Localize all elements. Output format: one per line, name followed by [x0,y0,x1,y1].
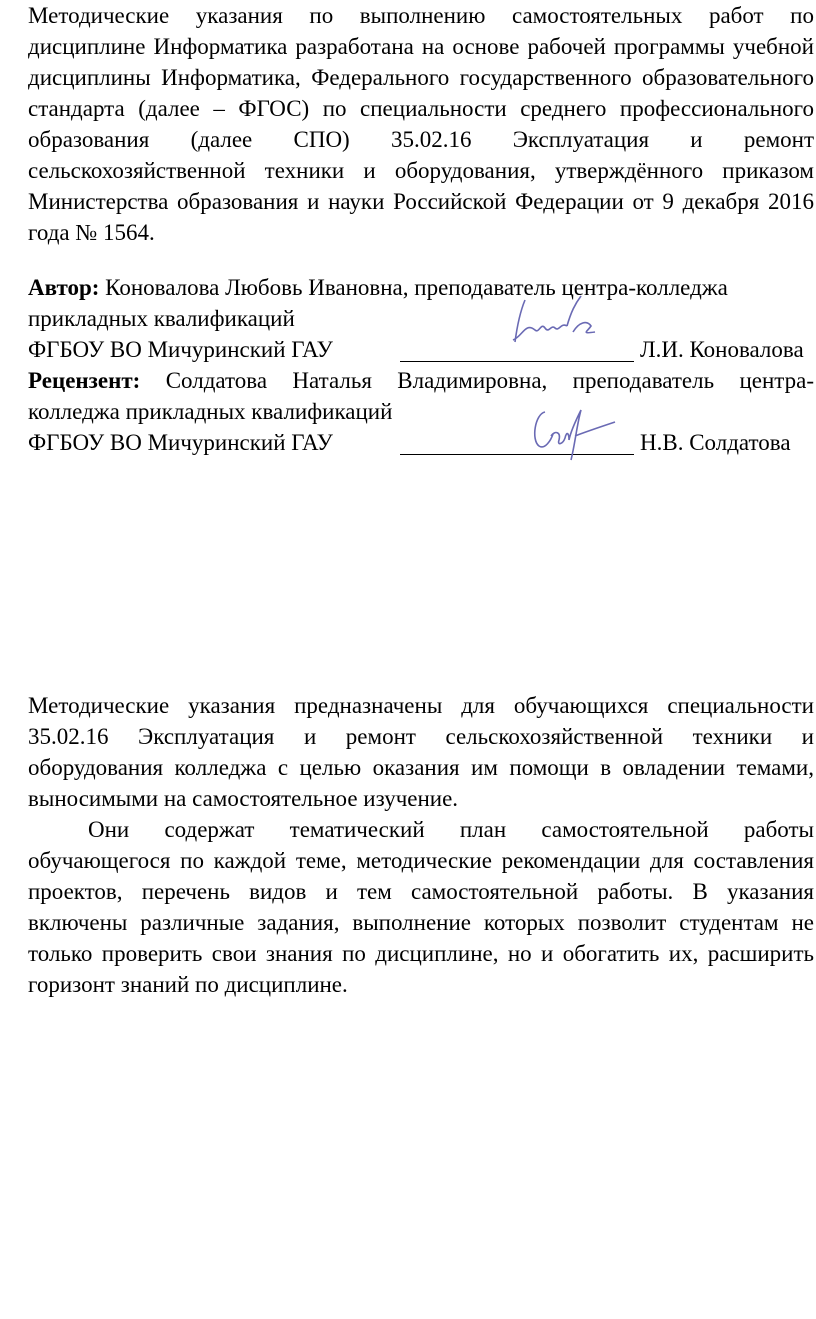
text-line: горизонт знаний по дисциплине. [28,972,348,997]
text-line: Методические указания по выполнению самостоятельных работ по [28,3,814,28]
author-text: Коновалова Любовь Ивановна, преподаватель центра-колледжа [99,275,728,300]
author-line2: прикладных квалификаций [28,306,295,331]
text-line: года № 1564. [28,220,155,245]
reviewer-text: Солдатова Наталья Владимировна, преподаватель центра- [165,368,814,393]
text-line: выносимыми на самостоятельное изучение. [28,786,459,811]
text-line: только проверить свои знания по дисциплине, но и обогатить их, расширить [28,941,814,966]
author-signature-row [28,334,814,365]
text-line: дисциплины Информатика, Федерального государственного образовательного [28,65,814,90]
reviewer-signature-row [28,427,814,458]
author-label: Автор: [28,275,100,300]
text-line: стандарта (далее – ФГОС) по специальности среднего профессионального [28,96,814,121]
reviewer-name: Н.В. Солдатова [640,430,791,455]
text-line: сельскохозяйственной техники и оборудования, утверждённого приказом [28,158,814,183]
author-signature [495,292,605,352]
text-line: обучающегося по каждой теме, методические рекомендации для составления [28,848,814,873]
author-block [28,272,814,458]
purpose-paragraph [28,690,814,1000]
text-line: Министерства образования и науки Российской Федерации от 9 декабря 2016 [28,189,814,214]
text-line: Методические указания предназначены для обучающихся специальности [28,693,814,718]
text-line: 35.02.16 Эксплуатация и ремонт сельскохозяйственной техники и [28,724,814,749]
text-line: дисциплине Информатика разработана на основе рабочей программы учебной [28,34,814,59]
reviewer-org: ФГБОУ ВО Мичуринский ГАУ [28,430,333,455]
reviewer-line2: колледжа прикладных квалификаций [28,399,393,424]
author-name: Л.И. Коновалова [640,337,804,362]
reviewer-label: Рецензент: [28,368,141,393]
text-line: образования (далее СПО) 35.02.16 Эксплуатация и ремонт [28,127,814,152]
text-line: проектов, перечень видов и тем самостоятельной работы. В указания [28,879,814,904]
text-line: оборудования колледжа с целью оказания им помощи в овладении темами, [28,755,814,780]
reviewer-signature [525,400,625,465]
intro-paragraph [28,0,814,248]
author-org: ФГБОУ ВО Мичуринский ГАУ [28,337,333,362]
text-line: включены различные задания, выполнение которых позволит студентам не [28,910,814,935]
text-line: Они содержат тематический план самостоятельной работы [88,817,814,842]
